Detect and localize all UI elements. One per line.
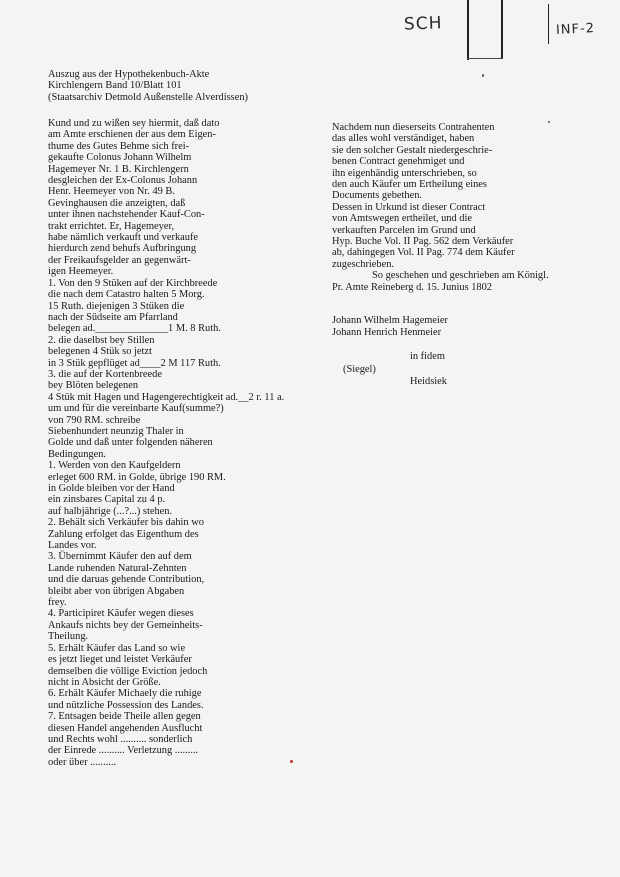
left-text-line: 2. Behält sich Verkäufer bis dahin wo — [48, 517, 204, 529]
left-text-line: nach der Südseite am Pfarrland — [48, 311, 178, 323]
left-text-line: unter ihnen nachstehender Kauf-Con- — [48, 209, 205, 221]
right-text-line: Hyp. Buche Vol. II Pag. 562 dem Verkäufer — [332, 236, 514, 248]
left-text-line: belegen ad.______________1 M. 8 Ruth. — [48, 323, 221, 335]
left-text-line: von 790 RM. schreibe — [48, 414, 141, 426]
right-text-line: das alles wohl verständiget, haben — [332, 133, 475, 145]
right-column-text — [332, 122, 549, 293]
left-text-line: 1. Werden von den Kaufgeldern — [48, 460, 181, 472]
left-text-line: hierdurch zend behufs Aufbringung — [48, 243, 197, 255]
right-text-line: ihn eigenhändig unterschrieben, so — [332, 167, 477, 179]
left-text-line: igen Heemeyer. — [48, 266, 114, 278]
right-text-line: den auch Käufer um Ertheilung eines — [332, 179, 487, 191]
left-text-line: 5. Erhält Käufer das Land so wie — [48, 642, 186, 654]
left-text-line: Siebenhundert neunzig Thaler in — [48, 425, 184, 437]
closing-line: Pr. Amte Reineberg d. 15. Junius 1802 — [332, 281, 492, 293]
filing-line — [467, 58, 503, 59]
filing-line — [548, 4, 549, 44]
header-line: (Staatsarchiv Detmold Außenstelle Alverdissen) — [48, 91, 248, 103]
left-text-line: am Amte erschienen der aus dem Eigen- — [48, 129, 216, 141]
left-text-line: Theilung. — [48, 631, 89, 643]
left-text-line: nicht in Absicht der Größe. — [48, 676, 161, 688]
left-text-line: Lande ruhenden Natural-Zehnten — [48, 562, 187, 574]
right-text-line: benen Contract genehmiget und — [332, 156, 465, 168]
scan-speck — [290, 760, 293, 763]
filing-line — [467, 0, 469, 60]
left-text-line: 6. Erhält Käufer Michaely die ruhige — [48, 688, 202, 700]
signatory-1: Johann Wilhelm Hagemeier — [332, 315, 448, 326]
seal-text: (Siegel) — [343, 364, 376, 375]
left-text-line: Landes vor. — [48, 540, 97, 552]
right-text-line: ab, dahingegen Vol. II Pag. 774 dem Käufer — [332, 247, 515, 259]
right-text-line: Nachdem nun dieserseits Contrahenten — [332, 122, 495, 133]
left-text-line: diesen Handel angehenden Ausflucht — [48, 722, 203, 734]
left-text-line: auf halbjährige (...?...) stehen. — [48, 505, 173, 517]
left-text-line: gekaufte Colonus Johann Wilhelm — [48, 152, 192, 164]
right-text-line: Documents gebethen. — [332, 190, 423, 202]
left-text-line: der Einrede .......... Verletzung ......... — [48, 745, 199, 757]
left-text-line: der Freikaufsgelder an gegenwärt- — [48, 254, 191, 266]
signatory-2: Johann Henrich Henmeier — [332, 327, 442, 338]
left-text-line: 1. Von den 9 Stüken auf der Kirchbreede — [48, 277, 218, 289]
right-text-line: Dessen in Urkund ist dieser Contract — [332, 201, 486, 213]
left-text-line: frey. — [48, 597, 67, 609]
left-text-line: desgleichen der Ex-Colonus Johann — [48, 175, 198, 187]
left-text-line: Henr. Heemeyer von Nr. 49 B. — [48, 186, 175, 198]
left-text-line: 15 Ruth. diejenigen 3 Stüken die — [48, 300, 185, 312]
document-header — [48, 69, 248, 103]
left-text-line: Bedingungen. — [48, 448, 107, 460]
right-text-line: von Amtswegen ertheilet, und die — [332, 213, 472, 225]
left-text-line: und die daruas gehende Contribution, — [48, 574, 205, 586]
left-text-line: 3. Übernimmt Käufer den auf dem — [48, 551, 192, 563]
left-text-line: die nach dem Catastro halten 5 Morg. — [48, 289, 205, 301]
left-text-line: 3. die auf der Kortenbreede — [48, 368, 162, 380]
handwritten-inf-label: INF-2 — [555, 20, 596, 39]
left-text-line: bey Blöten belegenen — [48, 380, 139, 392]
left-text-line: Kund und zu wißen sey hiermit, daß dato — [48, 118, 220, 129]
handwritten-sch-label: SCH — [403, 13, 443, 35]
header-line: Kirchlengern Band 10/Blatt 101 — [48, 80, 182, 92]
left-column-text — [48, 118, 284, 768]
left-text-line: in Golde bleiben vor der Hand — [48, 483, 175, 494]
left-text-line: und Rechts wohl .......... sonderlich — [48, 733, 193, 745]
right-text-line: sie den solcher Gestalt niedergeschrie- — [332, 144, 493, 156]
left-text-line: und nützliche Possession des Landes. — [48, 699, 204, 711]
left-text-line: um und für die vereinbarte Kauf(summe?) — [48, 403, 224, 415]
left-text-line: es jetzt lieget und leistet Verkäufer — [48, 654, 192, 666]
left-text-line: Ankaufs nichts bey der Gemeinheits- — [48, 619, 203, 631]
left-text-line: demselben die völlige Eviction jedoch — [48, 665, 208, 677]
right-text-line: verkauften Parcelen im Grund und — [332, 224, 476, 236]
left-text-line: 4 Stük mit Hagen und Hagengerechtigkeit ad.__2 r. 11 a. — [48, 391, 285, 403]
scan-speck — [482, 74, 484, 77]
left-text-line: 4. Participiret Käufer wegen dieses — [48, 608, 194, 620]
left-text-line: Zahlung erfolget das Eigenthum des — [48, 528, 199, 540]
official-signature: Heidsiek — [410, 376, 447, 387]
left-text-line: oder über .......... — [48, 756, 117, 768]
left-text-line: in 3 Stük gepflüget ad____2 M 117 Ruth. — [48, 357, 221, 369]
left-text-line: Golde und daß unter folgenden näheren — [48, 437, 213, 449]
left-text-line: 2. die daselbst bey Stillen — [48, 334, 155, 346]
header-line: Auszug aus der Hypothekenbuch-Akte — [48, 69, 210, 80]
left-text-line: bleibt aber von übrigen Abgaben — [48, 585, 185, 597]
left-text-line: belegenen 4 Stük so jetzt — [48, 346, 152, 358]
left-text-line: thume des Gutes Behme sich frei- — [48, 140, 190, 152]
left-text-line: erleget 600 RM. in Golde, übrige 190 RM. — [48, 471, 226, 483]
in-fidem-text: in fidem — [410, 351, 445, 362]
left-text-line: trakt errichtet. Er, Hagemeyer, — [48, 220, 175, 232]
left-text-line: Hagemeyer Nr. 1 B. Kirchlengern — [48, 163, 189, 175]
filing-line — [501, 0, 503, 58]
left-text-line: Gevinghausen die anzeigten, daß — [48, 197, 186, 209]
left-text-line: ein zinsbares Capital zu 4 p. — [48, 494, 166, 506]
closing-line: So geschehen und geschrieben am Königl. — [372, 270, 549, 282]
right-text-line: zugeschrieben. — [332, 258, 395, 270]
left-text-line: habe nämlich verkauft und verkaufe — [48, 232, 199, 244]
left-text-line: 7. Entsagen beide Theile allen gegen — [48, 711, 201, 723]
